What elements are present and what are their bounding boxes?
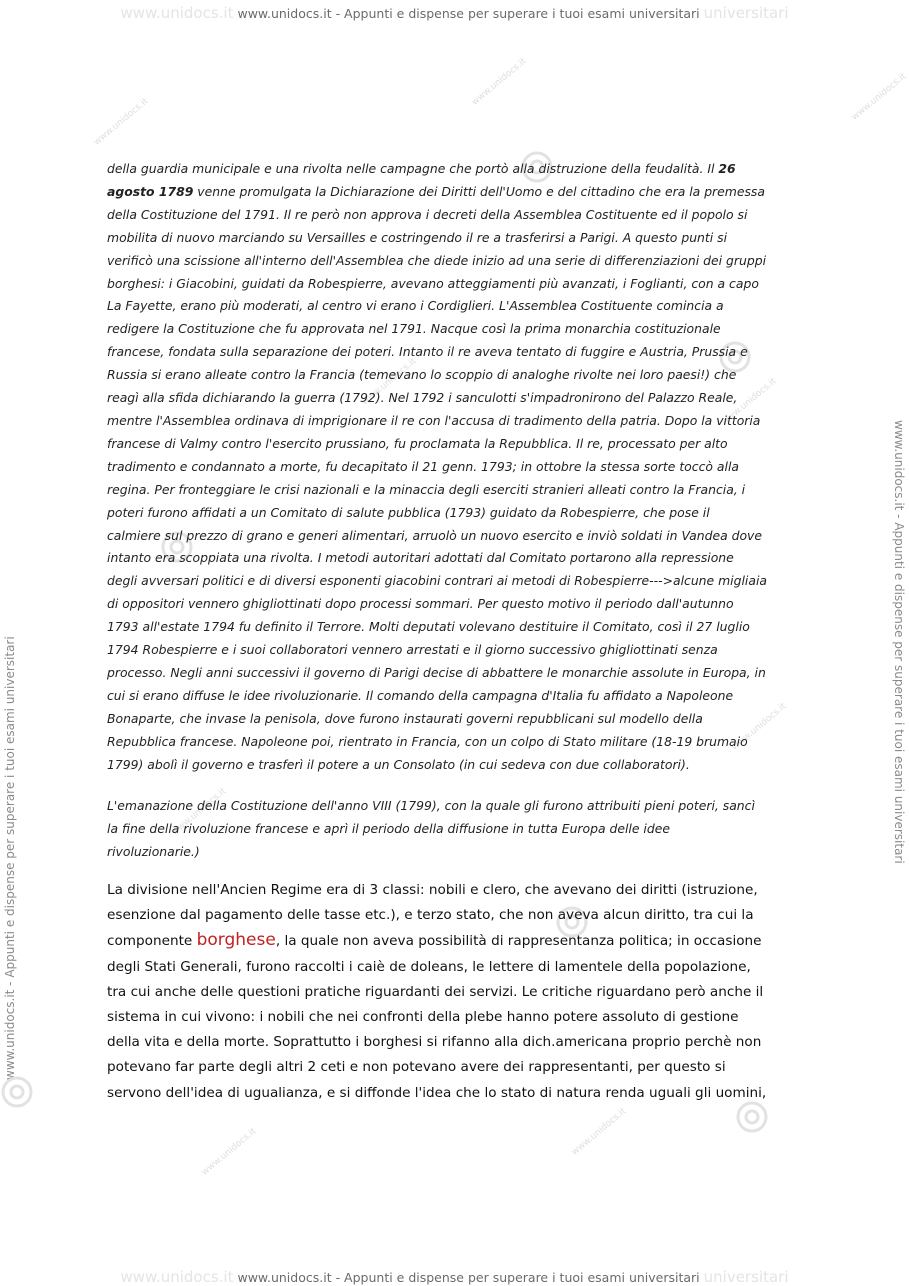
text-line: borghesi: i Giacobini, guidati da Robespierre, avevano atteggiamenti più avanzati, i Foglianti, con a capo [107, 275, 759, 291]
text-line: La divisione nell'Ancien Regime era di 3 classi: nobili e clero, che avevano dei diritti (istruzione, [107, 882, 758, 898]
text-line: 1794 Robespierre e i suoi collaboratori vennero arrestati e il giorno successivo ghigliottinati senza [107, 642, 718, 658]
header-ghost-left: www.unidocs.it [120, 4, 234, 22]
text-line: La Fayette, erano più moderati, al centro vi erano i Cordiglieri. L'Assemblea Costituente comincia a [107, 298, 724, 314]
text-line: di oppositori vennero ghigliottinati dopo processi sommari. Per questo motivo il periodo dall'autunno [107, 596, 734, 612]
text-line: calmiere sul prezzo di grano e generi alimentari, arruolò un nuovo esercito e inviò soldati in Vandea dove [107, 527, 763, 543]
text-line: francese di Valmy contro l'esercito prussiano, fu proclamata la Repubblica. Il re, processato per alto [107, 435, 728, 451]
diag-watermark: www.unidocs.it [730, 701, 789, 753]
body-paragraph [107, 878, 807, 1106]
header-ghost-right: universitari [703, 4, 789, 22]
diag-watermark: www.unidocs.it [92, 96, 151, 148]
footer-watermark [0, 1268, 909, 1286]
highlighted-word: borghese [196, 930, 276, 951]
diag-watermark: www.unidocs.it [470, 56, 529, 108]
text-line: Russia si erano alleate contro la Francia (temevano lo scoppio di analoghe rivolte nei loro paesi!) che [107, 367, 737, 383]
text-line: regina. Per fronteggiare le crisi nazionali e la minaccia degli eserciti stranieri alleati contro la Francia, i [107, 481, 746, 497]
diag-watermark: www.unidocs.it [570, 1106, 629, 1158]
text-line: L'emanazione della Costituzione dell'anno VIII (1799), con la quale gli furono attribuiti pieni poteri, sancì [107, 798, 755, 813]
text-line: degli Stati Generali, furono raccolti i caiè de doleans, le lettere di lamentele della popolazione, [107, 958, 751, 975]
text-line: Repubblica francese. Napoleone poi, rientrato in Francia, con un colpo di Stato militare (18-19 brumaio [107, 733, 748, 749]
italic-paragraph [107, 158, 803, 776]
text-line: reagì alla sfida dichiarando la guerra (1792). Nel 1792 i sanculotti s'impadronirono del Palazzo Reale, [107, 390, 738, 406]
text-line: mobilita di nuovo marciando su Versailles e costringendo il re a trasferirsi a Parigi. A questo punti si [107, 229, 728, 245]
text-line: processo. Negli anni successivi il governo di Parigi decise di abbattere le monarchie assolute in Europa, in [107, 664, 766, 680]
text-line: francese, fondata sulla separazione dei poteri. Intanto il re aveva tentato di fuggire e Austria, Prussia e [107, 344, 748, 360]
text-line: 1793 all'estate 1794 fu definito il Terrore. Molti deputati volevano destituire il Comitato, così il 27 luglio [107, 619, 750, 635]
text-line: componente borghese, la quale non aveva possibilità di rappresentanza politica; in occasione [107, 930, 762, 951]
diag-watermark: www.unidocs.it [850, 71, 909, 123]
text-line: esenzione dal pagamento delle tasse etc.), e terzo stato, che non aveva alcun diritto, tra cui la [107, 907, 754, 924]
unidocs-logo-icon [0, 1075, 34, 1109]
diag-watermark: www.unidocs.it [720, 376, 779, 428]
diag-watermark: www.unidocs.it [170, 786, 229, 838]
footer-ghost-left: www.unidocs.it [120, 1268, 234, 1286]
text-line: della vita e della morte. Soprattutto i borghesi si rifanno alla dich.americana proprio perchè non [107, 1034, 762, 1051]
text-line: rivoluzionarie.) [107, 843, 200, 859]
text-line: intanto era scoppiata una rivolta. I metodi autoritari adottati dal Comitato portarono alla repressione [107, 550, 734, 566]
text-line: 1799) abolì il governo e trasferì il potere a un Consolato (in cui sedeva con due collaboratori). [107, 756, 690, 772]
side-watermark-right: www.unidocs.it - Appunti e dispense per superare i tuoi esami universitari [892, 420, 906, 864]
footer-watermark-text: www.unidocs.it - Appunti e dispense per superare i tuoi esami universitari [237, 1270, 700, 1285]
text-line: verificò una scissione all'interno dell'Assemblea che diede inizio ad una serie di differenziazioni dei gruppi [107, 252, 767, 268]
footer-ghost-right: universitari [703, 1268, 789, 1286]
header-watermark [0, 4, 909, 22]
text-line: tradimento e condannato a morte, fu decapitato il 21 genn. 1793; in ottobre la stessa sorte toccò alla [107, 458, 739, 474]
diag-watermark: www.unidocs.it [360, 356, 419, 408]
diag-watermark: www.unidocs.it [200, 1126, 259, 1178]
text-line: Bonaparte, che invase la penisola, dove furono instaurati governi repubblicani sul modello della [107, 710, 703, 726]
text-line: sistema in cui vivono: i nobili che nei confronti della plebe hanno potere assoluto di gestione [107, 1009, 739, 1026]
header-watermark-text: www.unidocs.it - Appunti e dispense per superare i tuoi esami universitari [237, 6, 700, 21]
text-line: mentre l'Assemblea ordinava di imprigionare il re con l'accusa di tradimento della patria. Dopo la vittoria [107, 412, 761, 428]
text-line: della Costituzione del 1791. Il re però non approva i decreti della Assemblea Costituente ed il popolo si [107, 206, 748, 222]
text-line: la fine della rivoluzione francese e aprì il periodo della diffusione in tutta Europa delle idee [107, 820, 670, 836]
text-line: poteri furono affidati a un Comitato di salute pubblica (1793) guidato da Robespierre, che pose il [107, 504, 710, 520]
text-line: redigere la Costituzione che fu approvata nel 1791. Nacque così la prima monarchia costituzionale [107, 321, 721, 337]
italic-paragraph-2 [107, 795, 803, 864]
text-line: degli avversari politici e di diversi esponenti giacobini contrari ai metodi di Robespierre--->alcune migliaia [107, 573, 767, 589]
text-line: potevano far parte degli altri 2 ceti e non potevano avere dei rappresentanti, per questo si [107, 1059, 726, 1076]
text-line: agosto 1789 venne promulgata la Dichiarazione dei Diritti dell'Uomo e del cittadino che era la premessa [107, 183, 765, 199]
text-line: cui si erano diffuse le idee rivoluzionarie. Il comando della campagna d'Italia fu affidato a Napoleone [107, 687, 734, 703]
text-line: tra cui anche delle questioni pratiche riguardanti dei servizi. Le critiche riguardano però anche il [107, 983, 764, 1000]
text-line: servono dell'idea di ugualianza, e si diffonde l'idea che lo stato di natura renda uguali gli uomini, [107, 1084, 767, 1101]
side-watermark-left: www.unidocs.it - Appunti e dispense per superare i tuoi esami universitari [3, 636, 17, 1080]
text-line: della guardia municipale e una rivolta nelle campagne che portò alla distruzione della feudalità. Il 26 [107, 161, 736, 176]
